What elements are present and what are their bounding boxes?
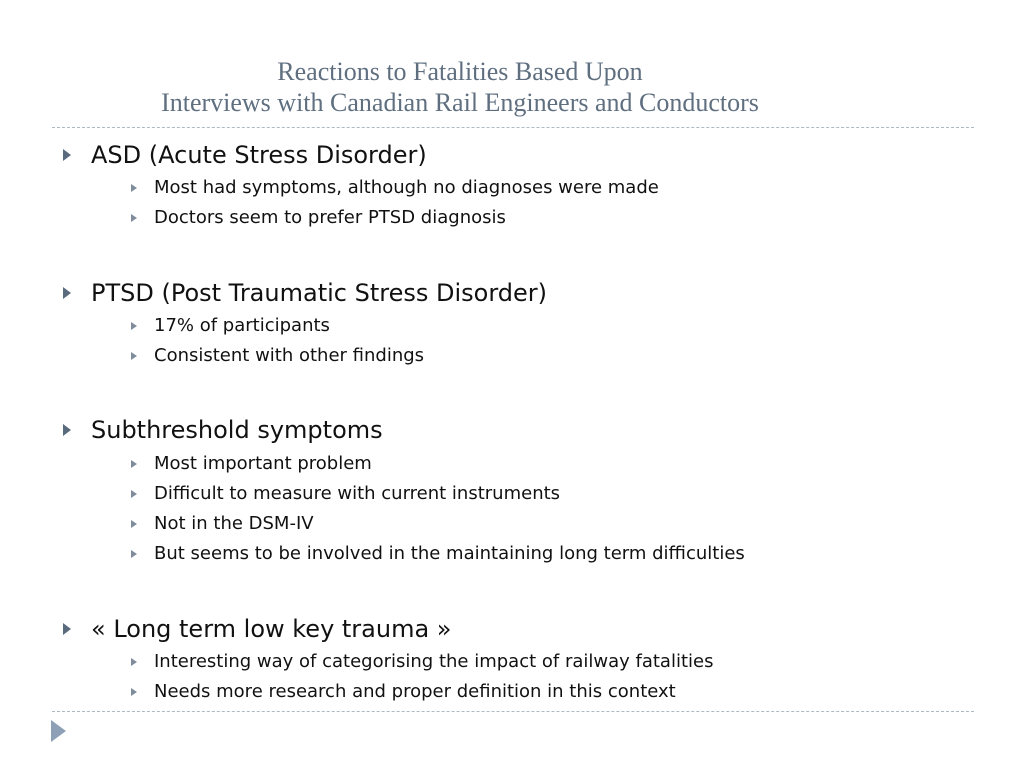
sub-bullet-arrow-icon	[131, 520, 137, 528]
section-heading: PTSD (Post Traumatic Stress Disorder)	[91, 279, 547, 307]
play-triangle-icon	[51, 720, 66, 742]
bottom-divider	[52, 711, 974, 712]
bullet-arrow-icon	[63, 623, 71, 635]
sub-item: Consistent with other findings	[154, 345, 425, 366]
sub-bullet-arrow-icon	[131, 322, 137, 330]
sub-bullet-arrow-icon	[131, 184, 137, 192]
sub-item: But seems to be involved in the maintaining long term difficulties	[154, 543, 745, 564]
sub-bullet-arrow-icon	[131, 658, 137, 666]
sub-bullet-arrow-icon	[131, 352, 137, 360]
sub-item: Most had symptoms, although no diagnoses were made	[154, 177, 659, 198]
sub-item: Interesting way of categorising the impact of railway fatalities	[154, 651, 714, 672]
sub-bullet-arrow-icon	[131, 214, 137, 222]
title-line-1: Reactions to Fatalities Based Upon	[277, 57, 643, 86]
section-heading: ASD (Acute Stress Disorder)	[91, 141, 427, 169]
bullet-arrow-icon	[63, 424, 71, 436]
sub-item: Not in the DSM-IV	[154, 513, 314, 534]
title-line-2: Interviews with Canadian Rail Engineers and Conductors	[161, 88, 759, 117]
sub-item: Most important problem	[154, 453, 372, 474]
sub-item: 17% of participants	[154, 315, 330, 336]
sub-bullet-arrow-icon	[131, 550, 137, 558]
slide-title	[0, 56, 920, 118]
sub-item: Needs more research and proper definition in this context	[154, 681, 676, 702]
sub-bullet-arrow-icon	[131, 688, 137, 696]
section-heading: « Long term low key trauma »	[91, 615, 452, 643]
bullet-arrow-icon	[63, 149, 71, 161]
section-heading: Subthreshold symptoms	[91, 416, 383, 444]
top-divider	[52, 127, 974, 128]
sub-item: Doctors seem to prefer PTSD diagnosis	[154, 207, 506, 228]
sub-bullet-arrow-icon	[131, 490, 137, 498]
sub-item: Difficult to measure with current instruments	[154, 483, 561, 504]
sub-bullet-arrow-icon	[131, 460, 137, 468]
bullet-arrow-icon	[63, 287, 71, 299]
